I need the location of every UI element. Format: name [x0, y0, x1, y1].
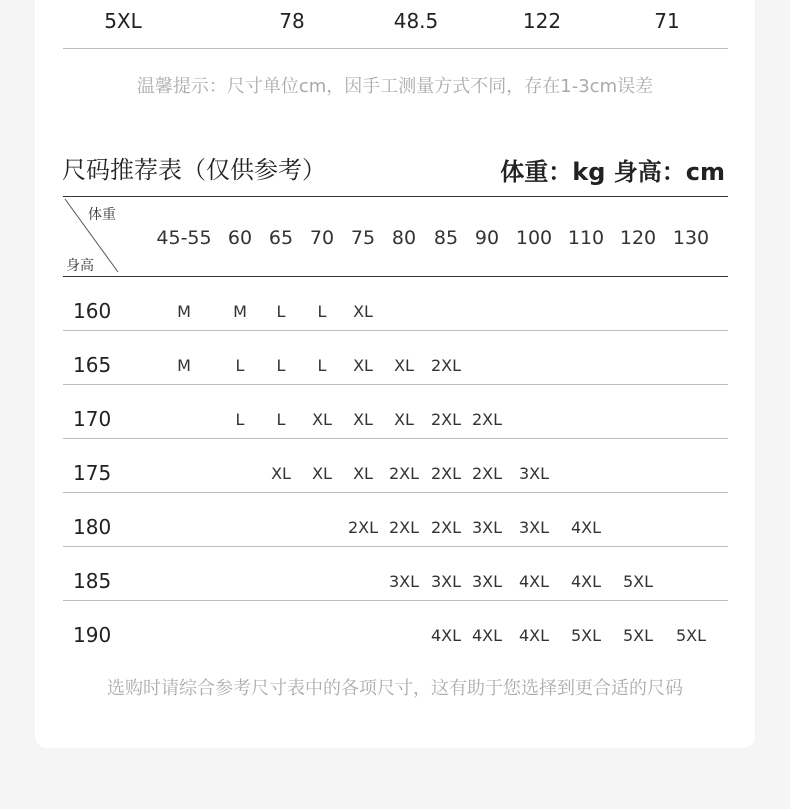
size-cell: L [276, 356, 286, 375]
size-cell: XL [312, 410, 332, 429]
size-cell: 4XL [518, 626, 550, 645]
table-row [63, 331, 728, 385]
bottom-note: 选购时请综合参考尺寸表中的各项尺寸，这有助于您选择到更合适的尺码 [107, 678, 683, 699]
size-cell: 2XL [430, 410, 462, 429]
recommend-title: 尺码推荐表（仅供参考） [62, 156, 326, 184]
table-row [63, 547, 728, 601]
size-cell: L [276, 410, 286, 429]
size-cell: L [235, 356, 245, 375]
size-recommend-table [63, 196, 728, 654]
size-cell: XL [353, 356, 373, 375]
size-cell: 2XL [430, 356, 462, 375]
weight-header: 70 [309, 227, 335, 249]
size-cell: L [276, 302, 286, 321]
height-cell: 170 [73, 407, 112, 431]
size-cell: XL [312, 464, 332, 483]
size-cell: 5XL [622, 572, 654, 591]
size-cell: 2XL [388, 464, 420, 483]
size-cell: 5XL [622, 626, 654, 645]
size-cell: M [233, 302, 247, 321]
size-cell: M [177, 302, 191, 321]
table-header [63, 197, 728, 277]
size-cell: XL [394, 356, 414, 375]
units-label: 体重：kg 身高：cm [500, 158, 725, 186]
size-cell: 3XL [471, 518, 503, 537]
size-cell: XL [271, 464, 291, 483]
size-cell: XL [353, 410, 373, 429]
corner-height-label: 身高 [66, 258, 94, 274]
table-row [63, 439, 728, 493]
size-cell: 4XL [518, 572, 550, 591]
size-cell: 5XL [570, 626, 602, 645]
measurement-tip: 温馨提示：尺寸单位cm，因手工测量方式不同，存在1-3cm误差 [136, 76, 654, 97]
size-cell: XL [353, 302, 373, 321]
height-cell: 165 [73, 353, 112, 377]
weight-header: 45-55 [156, 227, 212, 249]
height-cell: 160 [73, 299, 112, 323]
size-cell: 2XL [471, 464, 503, 483]
weight-header: 85 [433, 227, 459, 249]
weight-header: 65 [268, 227, 294, 249]
size-cell: M [177, 356, 191, 375]
size-cell: XL [394, 410, 414, 429]
size-cell: 5XL [675, 626, 707, 645]
corner-weight-label: 体重 [88, 207, 116, 223]
size-chart-last-row [63, 0, 728, 49]
weight-header: 100 [515, 227, 553, 249]
height-cell: 185 [73, 569, 112, 593]
table-row [63, 601, 728, 654]
table-row [63, 385, 728, 439]
size-cell: 2XL [430, 464, 462, 483]
size-cell: 3XL [518, 464, 550, 483]
weight-header: 80 [391, 227, 417, 249]
weight-header: 75 [350, 227, 376, 249]
size-cell: 3XL [430, 572, 462, 591]
height-cell: 190 [73, 623, 112, 647]
size-cell: L [317, 356, 327, 375]
size-cell: 4XL [471, 626, 503, 645]
size-cell: 3XL [388, 572, 420, 591]
weight-header: 60 [227, 227, 253, 249]
size-cell: 3XL [518, 518, 550, 537]
weight-header: 110 [567, 227, 605, 249]
size-cell: 122 [522, 9, 562, 33]
size-cell: 2XL [471, 410, 503, 429]
height-cell: 175 [73, 461, 112, 485]
size-cell: 2XL [430, 518, 462, 537]
corner-cell [63, 197, 123, 276]
size-cell: 4XL [570, 518, 602, 537]
size-cell: 2XL [347, 518, 379, 537]
size-cell: 5XL [104, 9, 142, 33]
size-cell: 4XL [570, 572, 602, 591]
size-cell: 3XL [471, 572, 503, 591]
size-cell: L [317, 302, 327, 321]
weight-header: 90 [474, 227, 500, 249]
size-cell: 48.5 [393, 9, 439, 33]
size-cell: 71 [654, 9, 680, 33]
size-cell: 78 [279, 9, 305, 33]
height-cell: 180 [73, 515, 112, 539]
size-cell: XL [353, 464, 373, 483]
size-cell: 2XL [388, 518, 420, 537]
size-cell: 4XL [430, 626, 462, 645]
size-cell: L [235, 410, 245, 429]
table-body [63, 277, 728, 654]
table-row [63, 277, 728, 331]
weight-header: 120 [619, 227, 657, 249]
table-row [63, 493, 728, 547]
weight-header: 130 [672, 227, 710, 249]
